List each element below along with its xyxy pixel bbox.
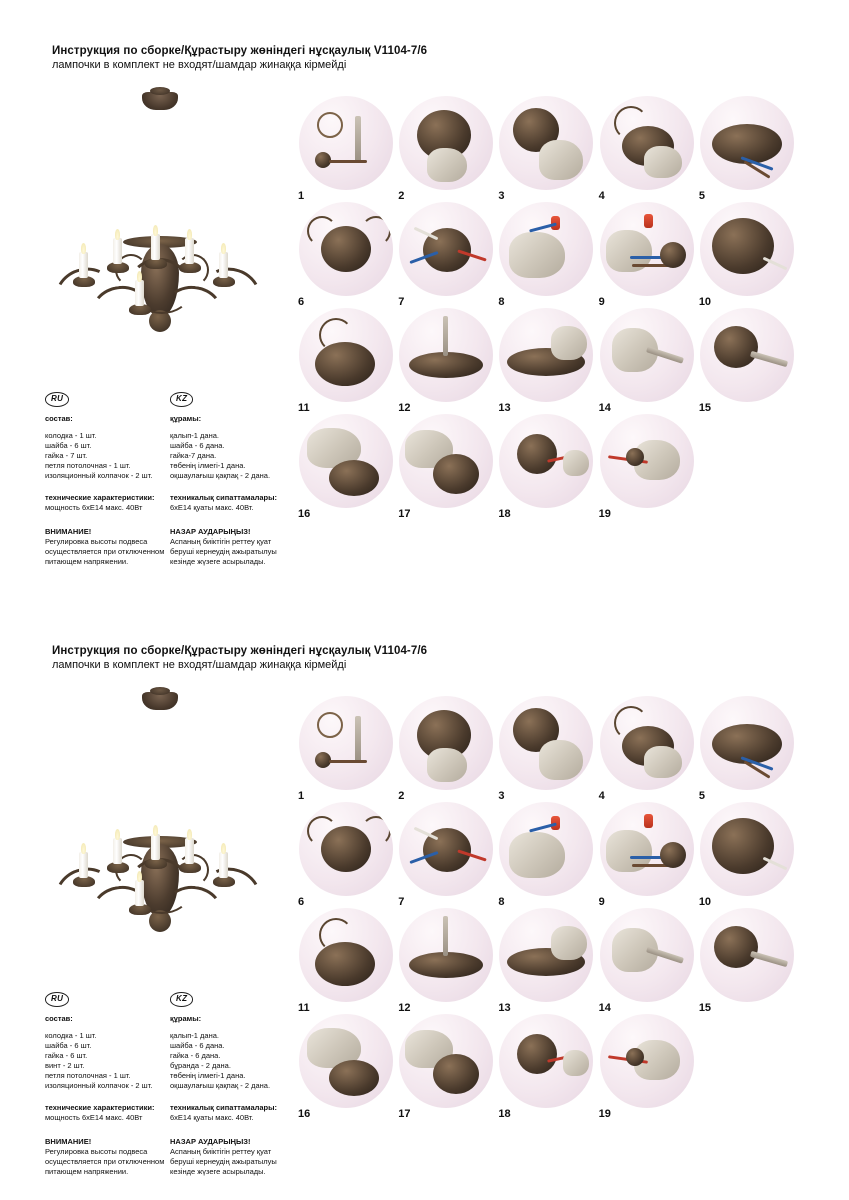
- step-number: 13: [498, 402, 511, 414]
- step-photo: [700, 908, 794, 1002]
- step-item: [296, 414, 395, 520]
- step-item-empty: [697, 1014, 796, 1120]
- candle: [185, 238, 194, 264]
- warning-heading: ВНИМАНИЕ!: [45, 526, 92, 536]
- step-photo: [399, 1014, 493, 1108]
- part-item: шайба - 6 дана.: [170, 1040, 225, 1050]
- part-item: петля потолочная - 1 шт.: [45, 1070, 131, 1080]
- specs-block-1: [45, 392, 295, 567]
- warning-line: беруші кернеудің ажыратылуы: [170, 546, 277, 556]
- step-item: [296, 908, 395, 1014]
- step-number: 15: [698, 402, 712, 414]
- candle: [219, 252, 228, 278]
- step-item: [597, 96, 696, 202]
- step-item: [697, 908, 796, 1014]
- step-item: [396, 696, 495, 802]
- step-photo: [399, 696, 493, 790]
- step-row: [296, 908, 796, 1014]
- part-item: изоляционный колпачок - 2 шт.: [45, 470, 153, 480]
- step-item: [597, 802, 696, 908]
- part-item: қалып-1 дана.: [170, 1030, 219, 1040]
- language-badge-kz: KZ: [170, 992, 193, 1007]
- step-photo: [399, 908, 493, 1002]
- step-number: 4: [598, 790, 605, 802]
- step-number: 16: [298, 508, 311, 520]
- part-item: төбенің ілмегі-1 дана.: [170, 1070, 246, 1080]
- tech-heading: техникалық сипаттамалары:: [170, 1102, 278, 1112]
- step-row: [296, 802, 796, 908]
- step-item: [296, 308, 395, 414]
- step-number: 3: [498, 790, 505, 802]
- step-photo: [399, 96, 493, 190]
- specs-column-kz: [170, 392, 295, 567]
- warning-heading: НАЗАР АУДАРЫҢЫЗ!: [170, 1136, 251, 1146]
- step-number: 10: [698, 896, 712, 908]
- part-item: шайба - 6 шт.: [45, 440, 92, 450]
- parts-list: [45, 431, 170, 481]
- tech-heading: технические характеристики:: [45, 1102, 155, 1112]
- part-item: қалып-1 дана.: [170, 430, 219, 440]
- step-photo: [399, 308, 493, 402]
- step-item: [597, 1014, 696, 1120]
- tech-specs: [45, 1103, 170, 1123]
- step-photo: [700, 202, 794, 296]
- step-item: [396, 414, 495, 520]
- step-photo: [299, 96, 393, 190]
- step-number: 7: [398, 296, 405, 308]
- step-item: [496, 908, 595, 1014]
- candle: [135, 280, 144, 306]
- step-item: [396, 908, 495, 1014]
- warning-block: [45, 527, 170, 567]
- candle: [79, 252, 88, 278]
- step-number: 8: [498, 296, 505, 308]
- step-item: [396, 308, 495, 414]
- step-photo: [299, 202, 393, 296]
- step-photo: [299, 908, 393, 1002]
- step-number: 6: [298, 296, 305, 308]
- specs-heading: құрамы:: [170, 413, 202, 423]
- warning-line: кезінде жүзеге асырылады.: [170, 1166, 266, 1176]
- step-photo: [499, 1014, 593, 1108]
- part-item: изоляционный колпачок - 2 шт.: [45, 1080, 153, 1090]
- step-item: [296, 1014, 395, 1120]
- page-subtitle: лампочки в комплект не входят/шамдар жинаққа кірмейді: [52, 659, 347, 671]
- step-item: [496, 696, 595, 802]
- step-photo: [600, 908, 694, 1002]
- warning-line: Аспаның биіктігін реттеу қуат: [170, 536, 272, 546]
- specs-heading: состав:: [45, 413, 73, 423]
- step-photo: [499, 96, 593, 190]
- step-number: 19: [598, 1108, 611, 1120]
- part-item: петля потолочная - 1 шт.: [45, 460, 131, 470]
- step-photo: [700, 96, 794, 190]
- step-photo: [700, 308, 794, 402]
- candle: [113, 838, 122, 864]
- step-item: [496, 414, 595, 520]
- specs-heading: құрамы:: [170, 1013, 202, 1023]
- step-number: 9: [598, 296, 605, 308]
- step-number: 15: [698, 1002, 712, 1014]
- suspension-chain: [158, 110, 162, 240]
- step-item: [597, 308, 696, 414]
- part-item: шайба - 6 шт.: [45, 1040, 92, 1050]
- warning-line: питающем напряжении.: [45, 556, 129, 566]
- warning-line: питающем напряжении.: [45, 1166, 129, 1176]
- step-item: [396, 802, 495, 908]
- step-photo: [299, 696, 393, 790]
- step-number: 7: [398, 896, 405, 908]
- step-item: [697, 202, 796, 308]
- step-number: 6: [298, 896, 305, 908]
- step-photo: [399, 414, 493, 508]
- step-item: [496, 308, 595, 414]
- part-item: винт - 2 шт.: [45, 1060, 85, 1070]
- step-number: 3: [498, 190, 505, 202]
- step-photo: [499, 696, 593, 790]
- tech-heading: техникалық сипаттамалары:: [170, 492, 278, 502]
- part-item: колодка - 1 шт.: [45, 1030, 97, 1040]
- parts-list: [170, 1031, 295, 1091]
- part-item: гайка - 6 дана.: [170, 1050, 221, 1060]
- step-photo: [600, 414, 694, 508]
- step-photo: [700, 696, 794, 790]
- warning-line: кезінде жүзеге асырылады.: [170, 556, 266, 566]
- step-number: 2: [398, 790, 405, 802]
- step-row: [296, 202, 796, 308]
- warning-block: [170, 1137, 295, 1177]
- step-item: [396, 202, 495, 308]
- candle: [219, 852, 228, 878]
- chandelier-illustration-1: [45, 90, 285, 380]
- page-title: Инструкция по сборке/Құрастыру жөніндегі нұсқаулық V1104-7/6: [52, 45, 428, 57]
- warning-heading: НАЗАР АУДАРЫҢЫЗ!: [170, 526, 251, 536]
- step-photo: [600, 696, 694, 790]
- warning-heading: ВНИМАНИЕ!: [45, 1136, 92, 1146]
- step-row: [296, 696, 796, 802]
- title-block-1: [52, 44, 652, 72]
- step-number: 17: [398, 1108, 411, 1120]
- warning-line: Регулировка высоты подвеса: [45, 1146, 148, 1156]
- tech-value: 6хЕ14 қуаты мaкc. 40Вт.: [170, 1112, 254, 1122]
- step-photo: [499, 308, 593, 402]
- part-item: гайка-7 дана.: [170, 450, 217, 460]
- step-number: 13: [498, 1002, 511, 1014]
- step-photo: [600, 802, 694, 896]
- tech-specs: [170, 493, 295, 513]
- candle: [185, 838, 194, 864]
- step-number: 1: [298, 790, 305, 802]
- part-item: гайка - 6 шт.: [45, 1050, 88, 1060]
- step-number: 8: [498, 896, 505, 908]
- instruction-sheet-2: [0, 600, 849, 1200]
- step-item-empty: [697, 414, 796, 520]
- step-number: 11: [298, 402, 310, 414]
- step-photo: [600, 96, 694, 190]
- step-item: [697, 802, 796, 908]
- part-item: төбенің ілмегі-1 дана.: [170, 460, 246, 470]
- part-item: оқшаулағыш қақпақ - 2 дана.: [170, 470, 271, 480]
- warning-line: Аспаның биіктігін реттеу қуат: [170, 1146, 272, 1156]
- step-item: [597, 202, 696, 308]
- step-item: [496, 202, 595, 308]
- specs-column-ru: [45, 392, 170, 567]
- warning-line: осуществляется при отключенном: [45, 546, 165, 556]
- specs-column-kz: [170, 992, 295, 1177]
- step-photo: [299, 802, 393, 896]
- step-item: [396, 96, 495, 202]
- step-number: 2: [398, 190, 405, 202]
- language-badge-ru: RU: [45, 392, 69, 407]
- tech-heading: технические характеристики:: [45, 492, 155, 502]
- assembly-steps-2: [296, 696, 796, 1120]
- step-number: 11: [298, 1002, 310, 1014]
- tech-value: мощность 6хЕ14 макс. 40Вт: [45, 502, 143, 512]
- step-number: 1: [298, 190, 305, 202]
- step-photo: [700, 802, 794, 896]
- step-number: 18: [498, 1108, 511, 1120]
- page-title: Инструкция по сборке/Құрастыру жөніндегі нұсқаулық V1104-7/6: [52, 645, 428, 657]
- step-row: [296, 308, 796, 414]
- step-item: [597, 696, 696, 802]
- step-photo: [600, 1014, 694, 1108]
- warning-block: [170, 527, 295, 567]
- tech-value: мощность 6хЕ14 макс. 40Вт: [45, 1112, 143, 1122]
- specs-heading: состав:: [45, 1013, 73, 1023]
- step-photo: [399, 202, 493, 296]
- tech-value: 6хЕ14 қуаты мaкc. 40Вт.: [170, 502, 254, 512]
- step-number: 12: [398, 402, 411, 414]
- step-number: 14: [598, 402, 611, 414]
- step-item: [496, 96, 595, 202]
- step-number: 9: [598, 896, 605, 908]
- part-item: шайба - 6 дана.: [170, 440, 225, 450]
- step-photo: [499, 202, 593, 296]
- language-badge-ru: RU: [45, 992, 69, 1007]
- step-item: [597, 414, 696, 520]
- step-number: 19: [598, 508, 611, 520]
- part-item: гайка - 7 шт.: [45, 450, 88, 460]
- step-number: 10: [698, 296, 712, 308]
- step-photo: [600, 202, 694, 296]
- step-photo: [499, 908, 593, 1002]
- ceiling-canopy: [142, 92, 178, 110]
- step-number: 16: [298, 1108, 311, 1120]
- step-item: [697, 308, 796, 414]
- step-number: 18: [498, 508, 511, 520]
- step-photo: [499, 802, 593, 896]
- candle: [113, 238, 122, 264]
- step-number: 4: [598, 190, 605, 202]
- part-item: колодка - 1 шт.: [45, 430, 97, 440]
- step-row: [296, 1014, 796, 1120]
- step-number: 12: [398, 1002, 411, 1014]
- step-item: [396, 1014, 495, 1120]
- warning-line: осуществляется при отключенном: [45, 1156, 165, 1166]
- warning-line: беруші кернеудің ажыратылуы: [170, 1156, 277, 1166]
- candle: [79, 852, 88, 878]
- tech-specs: [45, 493, 170, 513]
- step-item: [296, 96, 395, 202]
- step-number: 14: [598, 1002, 611, 1014]
- step-item: [296, 202, 395, 308]
- step-item: [496, 802, 595, 908]
- part-item: бұранда - 2 дана.: [170, 1060, 231, 1070]
- step-item: [496, 1014, 595, 1120]
- step-photo: [299, 1014, 393, 1108]
- warning-line: Регулировка высоты подвеса: [45, 536, 148, 546]
- step-item: [697, 96, 796, 202]
- specs-column-ru: [45, 992, 170, 1177]
- step-number: 5: [698, 190, 705, 202]
- step-photo: [499, 414, 593, 508]
- language-badge-kz: KZ: [170, 392, 193, 407]
- candle: [135, 880, 144, 906]
- step-photo: [399, 802, 493, 896]
- ceiling-canopy: [142, 692, 178, 710]
- step-number: 17: [398, 508, 411, 520]
- specs-block-2: [45, 992, 295, 1177]
- step-item: [597, 908, 696, 1014]
- step-item: [697, 696, 796, 802]
- part-item: оқшаулағыш қақпақ - 2 дана.: [170, 1080, 271, 1090]
- step-row: [296, 96, 796, 202]
- candle: [151, 834, 160, 860]
- step-photo: [299, 414, 393, 508]
- candle: [151, 234, 160, 260]
- step-item: [296, 696, 395, 802]
- tech-specs: [170, 1103, 295, 1123]
- chandelier-illustration-2: [45, 690, 285, 980]
- step-row: [296, 414, 796, 520]
- step-number: 5: [698, 790, 705, 802]
- title-block-2: [52, 644, 652, 672]
- page-subtitle: лампочки в комплект не входят/шамдар жинаққа кірмейді: [52, 59, 347, 71]
- step-item: [296, 802, 395, 908]
- assembly-steps-1: [296, 96, 796, 520]
- step-photo: [600, 308, 694, 402]
- step-photo: [299, 308, 393, 402]
- warning-block: [45, 1137, 170, 1177]
- suspension-chain: [158, 710, 162, 840]
- parts-list: [45, 1031, 170, 1091]
- parts-list: [170, 431, 295, 481]
